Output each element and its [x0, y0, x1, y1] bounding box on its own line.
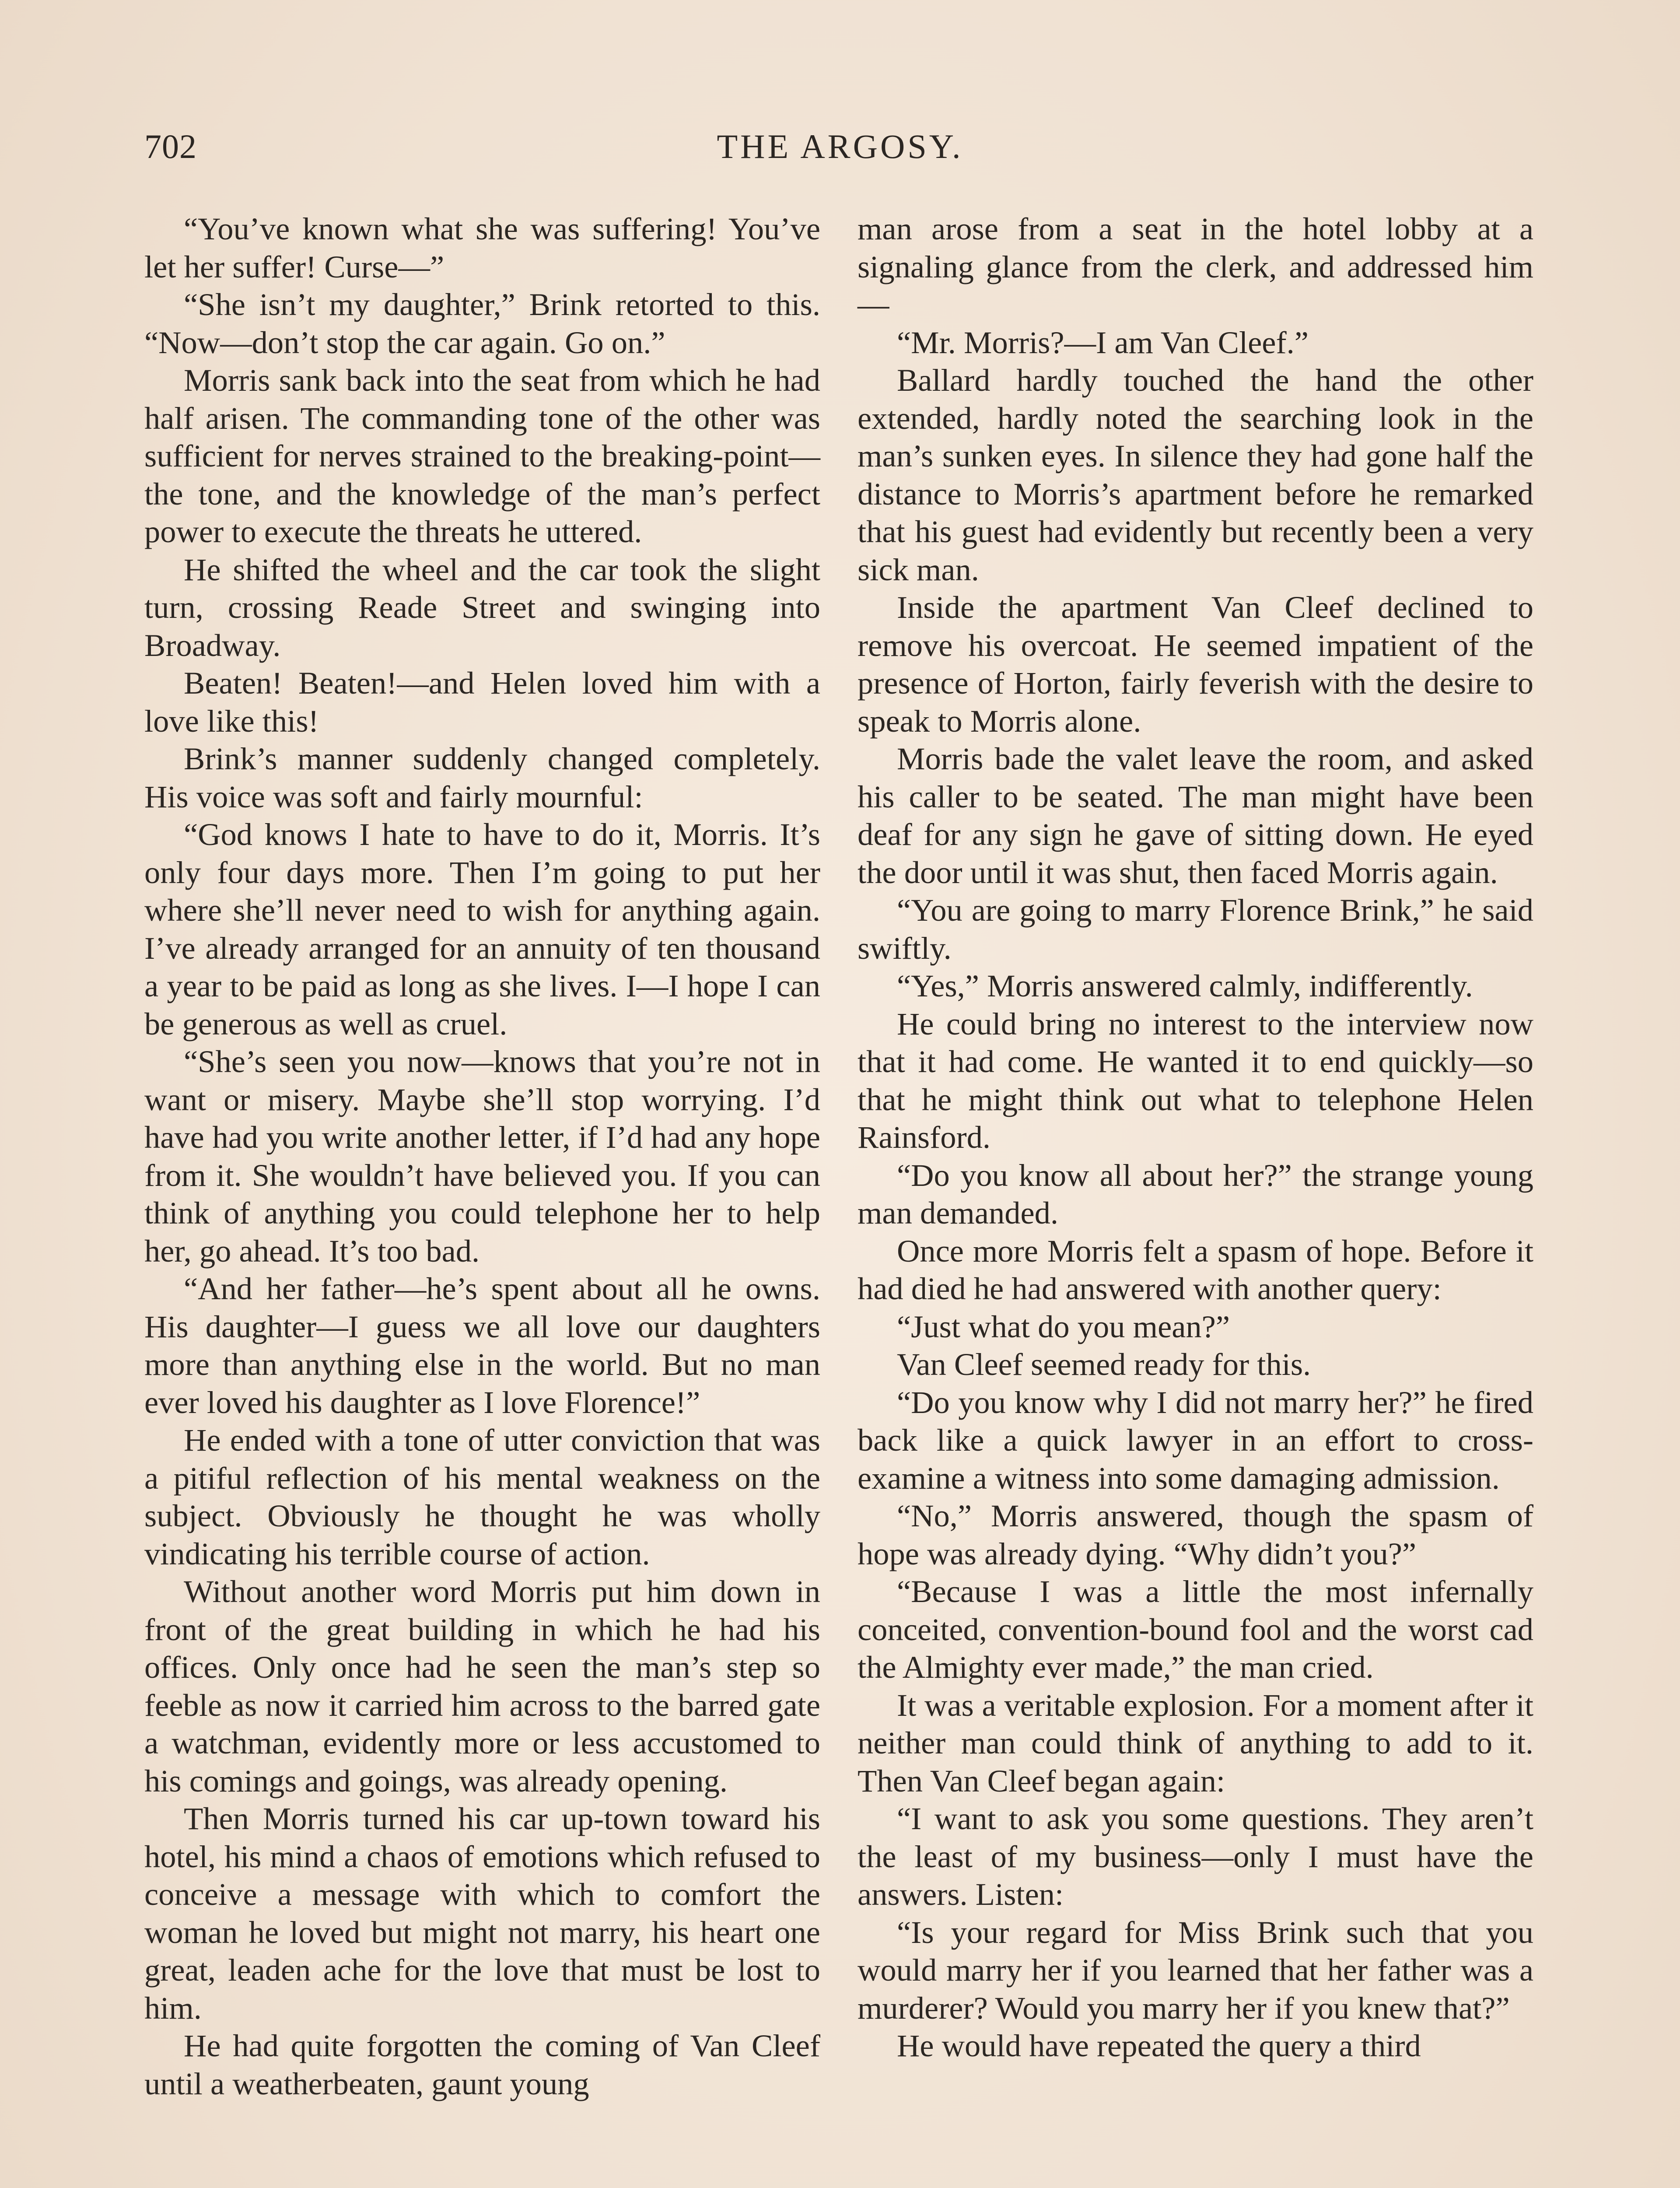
paragraph: Van Cleef seemed ready for this.	[897, 1346, 1311, 1382]
paragraph: “You’ve known what she was suffering! You’ve let her suffer! Curse—”	[144, 211, 820, 284]
paragraph: “And her father—he’s spent about all he owns. His daughter—I guess we all love our daughters more than anything else in the world. But no man ever loved his daughter as I love Florence!”	[144, 1271, 820, 1420]
paragraph: Beaten! Beaten!—and Helen loved him with a love like this!	[144, 665, 820, 739]
paragraph: “Yes,” Morris answered calmly, indifferently.	[897, 968, 1473, 1003]
paragraph: He could bring no interest to the interview now that it had come. He wanted it to end quickly—so that he might think out what to telephone Helen Rainsford.	[858, 1006, 1533, 1155]
paragraph: Without another word Morris put him down in front of the great building in which he had his offices. Only once had he seen the man’s step so feeble as now it carried him across to the barred gate a watchman, evidently more or less accustomed to his comings and goings, was already opening.	[144, 1574, 820, 1799]
paragraph: “Mr. Morris?—I am Van Cleef.”	[897, 324, 1309, 360]
paragraph: Ballard hardly touched the hand the other extended, hardly noted the searching look in the man’s sunken eyes. In silence they had gone half the distance to Morris’s apartment before he remarked that his guest had evidently but recently been a very sick man.	[858, 362, 1533, 587]
paragraph: It was a veritable explosion. For a moment after it neither man could think of anything to add to it. Then Van Cleef began again:	[858, 1687, 1533, 1799]
paragraph: man arose from a seat in the hotel lobby at a signaling glance from the clerk, and addressed him—	[858, 211, 1533, 322]
paragraph: Inside the apartment Van Cleef declined to remove his overcoat. He seemed impatient of the presence of Horton, fairly feverish with the desire to speak to Morris alone.	[858, 589, 1533, 739]
paragraph: “Is your regard for Miss Brink such that you would marry her if you learned that her father was a murderer? Would you marry her if you knew that?”	[858, 1914, 1533, 2026]
paragraph: “Do you know why I did not marry her?” he fired back like a quick lawyer in an effort to cross-examine a witness into some damaging admission.	[858, 1384, 1533, 1496]
paragraph: “She’s seen you now—knows that you’re not in want or misery. Maybe she’ll stop worrying. I’d have had you write another letter, if I’d had any hope from it. She wouldn’t have believed you. If you can think of anything you could telephone her to help her, go ahead. It’s too bad.	[144, 1044, 820, 1269]
paragraph: “Do you know all about her?” the strange young man demanded.	[858, 1157, 1533, 1231]
paragraph: He ended with a tone of utter conviction that was a pitiful reflection of his mental weakness on the subject. Obviously he thought he was wholly vindicating his terrible course of action.	[144, 1422, 820, 1571]
paragraph: He would have repeated the query a third	[897, 2028, 1421, 2063]
paragraph: Morris sank back into the seat from which he had half arisen. The commanding tone of the other was sufficient for nerves strained to the breaking-point—the tone, and the knowledge of the man’s perfect power to execute the threats he uttered.	[144, 362, 820, 549]
paragraph: Then Morris turned his car up-town toward his hotel, his mind a chaos of emotions which refused to conceive a message with which to comfort the woman he loved but might not marry, his heart one great, leaden ache for the love that must be lost to him.	[144, 1801, 820, 2026]
page-header	[144, 127, 1536, 175]
paragraph: Morris bade the valet leave the room, and asked his caller to be seated. The man might have been deaf for any sign he gave of sitting down. He eyed the door until it was shut, then faced Morris again.	[858, 741, 1533, 890]
paragraph: “She isn’t my daughter,” Brink retorted to this. “Now—don’t stop the car again. Go on.”	[144, 287, 820, 360]
paragraph: “Because I was a little the most infernally conceited, convention-bound fool and the worst cad the Almighty ever made,” the man cried.	[858, 1574, 1533, 1685]
paragraph: He shifted the wheel and the car took the slight turn, crossing Reade Street and swinging into Broadway.	[144, 551, 820, 663]
running-title: THE ARGOSY.	[717, 127, 963, 165]
paragraph: “I want to ask you some questions. They aren’t the least of my business—only I must have the answers. Listen:	[858, 1801, 1533, 1912]
paragraph: Once more Morris felt a spasm of hope. Before it had died he had answered with another query:	[858, 1233, 1533, 1306]
paragraph: “You are going to marry Florence Brink,” he said swiftly.	[858, 892, 1533, 966]
paragraph: “No,” Morris answered, though the spasm of hope was already dying. “Why didn’t you?”	[858, 1498, 1533, 1571]
paragraph: He had quite forgotten the coming of Van Cleef until a weatherbeaten, gaunt young	[144, 2028, 820, 2101]
text-column-right	[858, 210, 1533, 2065]
paragraph: “Just what do you mean?”	[897, 1308, 1230, 1344]
page-number: 702	[144, 127, 197, 165]
text-column-left	[144, 210, 820, 2103]
paragraph: Brink’s manner suddenly changed completely. His voice was soft and fairly mournful:	[144, 741, 820, 814]
paragraph: “God knows I hate to have to do it, Morris. It’s only four days more. Then I’m going to put her where she’ll never need to wish for anything again. I’ve already arranged for an annuity of ten thousand a year to be paid as long as she lives. I—I hope I can be generous as well as cruel.	[144, 817, 820, 1041]
